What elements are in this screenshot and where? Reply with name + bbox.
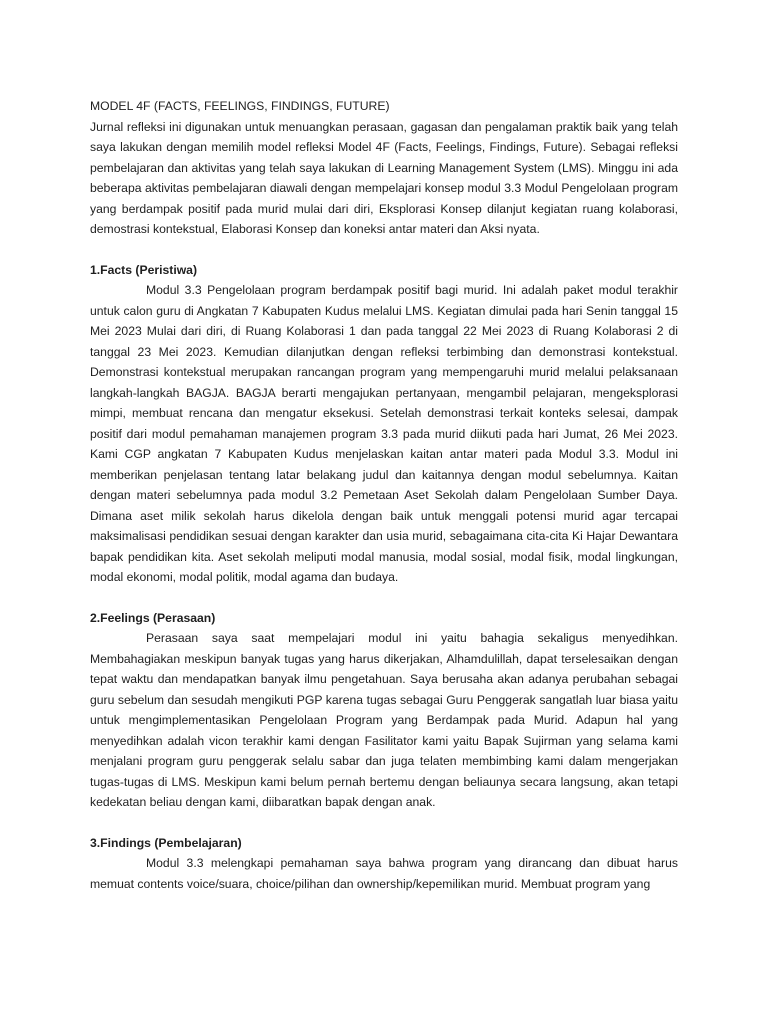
section-heading-feelings: 2.Feelings (Perasaan) xyxy=(90,610,216,625)
section-body-findings: Modul 3.3 melengkapi pemahaman saya bahwa program yang dirancang dan dibuat harus memuat contents voice/suara, choice/pilihan dan ownership/kepemilikan murid. Membuat program yang xyxy=(90,856,678,891)
document-title: MODEL 4F (FACTS, FEELINGS, FINDINGS, FUTURE) xyxy=(90,99,390,113)
section-body-feelings: Perasaan saya saat mempelajari modul ini yaitu bahagia sekaligus menyedihkan. Membahagiakan meskipun banyak tugas yang harus dikerjakan, Alhamdulillah, dapat terselesaikan dengan tepat waktu dan mendapatkan banyak ilmu pengetahuan. Saya berusaha akan adanya perubahan sebagai guru sebelum dan sesudah mengikuti PGP karena tugas sebagai Guru Penggerak sangatlah luar biasa yaitu untuk mengimplementasikan Pengelolaan Program yang Berdampak pada Murid. Adapun hal yang menyedihkan adalah vicon terakhir kami dengan Fasilitator kami yaitu Bapak Sujirman yang selama kami menjalani program guru penggerak selalu sabar dan juga telaten membimbing kami dalam mengerjakan tugas-tugas di LMS. Meskipun kami belum pernah bertemu dengan beliaunya secara langsung, akan tetapi kedekatan beliau dengan kami, diibaratkan bapak dengan anak. xyxy=(90,631,678,809)
section-heading-findings: 3.Findings (Pembelajaran) xyxy=(90,835,242,850)
intro-paragraph: Jurnal refleksi ini digunakan untuk menuangkan perasaan, gagasan dan pengalaman praktik baik yang telah saya lakukan dengan memilih model refleksi Model 4F (Facts, Feelings, Findings, Future). Sebagai refleksi pembelajaran dan aktivitas yang telah saya lakukan di Learning Management System (LMS). Minggu ini ada beberapa aktivitas pembelajaran diawali dengan mempelajari konsep modul 3.3 Modul Pengelolaan program yang berdampak positif pada murid mulai dari diri, Eksplorasi Konsep dilanjut kegiatan ruang kolaborasi, demostrasi kontekstual, Elaborasi Konsep dan koneksi antar materi dan Aksi nyata. xyxy=(90,119,678,236)
section-body-facts: Modul 3.3 Pengelolaan program berdampak positif bagi murid. Ini adalah paket modul terakhir untuk calon guru di Angkatan 7 Kabupaten Kudus melalui LMS. Kegiatan dimulai pada hari Senin tanggal 15 Mei 2023 Mulai dari diri, di Ruang Kolaborasi 1 dan pada tanggal 22 Mei 2023 di Ruang Kolaborasi 2 di tanggal 23 Mei 2023. Kemudian dilanjutkan dengan refleksi terbimbing dan demonstrasi kontekstual. Demonstrasi kontekstual merupakan rancangan program yang mempengaruhi murid melalui pelaksanaan langkah-langkah BAGJA. BAGJA berarti mengajukan pertanyaan, mengambil pelajaran, mengeksplorasi mimpi, membuat rencana dan mengatur eksekusi. Setelah demonstrasi terkait konteks selesai, dampak positif dari modul pemahaman manajemen program 3.3 pada murid diikuti pada hari Jumat, 26 Mei 2023. Kami CGP angkatan 7 Kabupaten Kudus menjelaskan kaitan antar materi pada Modul 3.3. Modul ini memberikan penjelasan tentang latar belakang judul dan kaitannya dengan modul sebelumnya. Kaitan dengan materi sebelumnya pada modul 3.2 Pemetaan Aset Sekolah dalam Pengelolaan Sumber Daya. Dimana aset milik sekolah harus dikelola dengan baik untuk menggali potensi murid agar tercapai maksimalisasi pendidikan sesuai dengan karakter dan usia murid, sebagaimana cita-cita Ki Hajar Dewantara bapak pendidikan kita. Aset sekolah meliputi modal manusia, modal sosial, modal fisik, modal lingkungan, modal ekonomi, modal politik, modal agama dan budaya. xyxy=(90,283,678,584)
section-heading-facts: 1.Facts (Peristiwa) xyxy=(90,262,198,277)
document-page xyxy=(90,96,678,894)
